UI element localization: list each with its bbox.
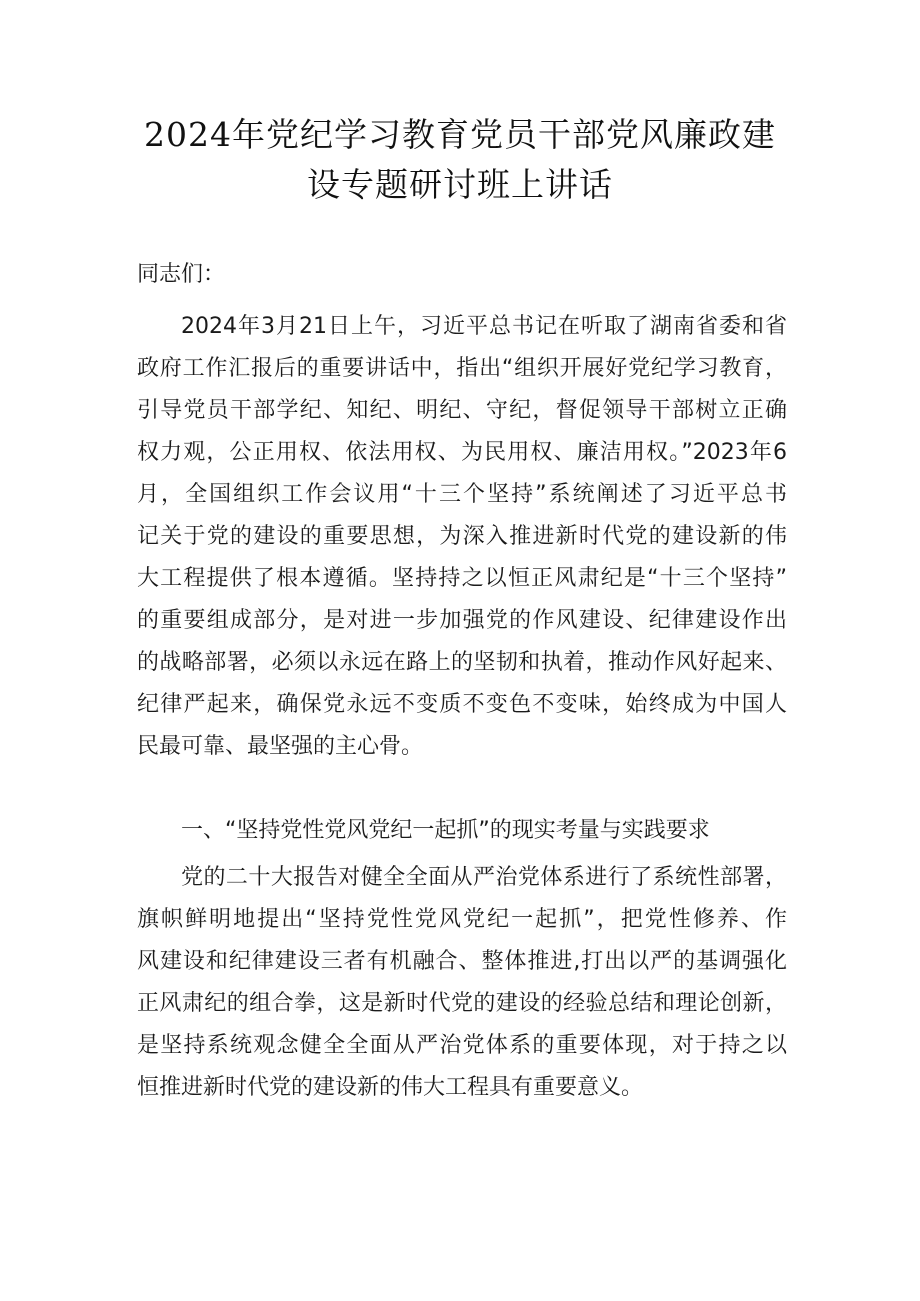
- paragraph-line: 是坚持系统观念健全全面从严治党体系的重要体现，对于持之以: [137, 1033, 787, 1058]
- paragraph-line: 正风肃纪的组合拳，这是新时代党的建设的经验总结和理论创新，: [137, 991, 787, 1016]
- paragraph-line: 旗帜鲜明地提出“坚持党性党风党纪一起抓”，把党性修养、作: [137, 907, 788, 932]
- document-title-line-2: 设专题研讨班上讲话: [307, 165, 613, 204]
- paragraph-1: [137, 306, 787, 768]
- paragraph-2: [137, 857, 787, 1109]
- paragraph-line: 权力观，公正用权、依法用权、为民用权、廉洁用权。”2023年6: [137, 440, 787, 465]
- document-title-line-1: 2024年党纪学习教育党员干部党风廉政建: [144, 115, 776, 154]
- paragraph-line: 政府工作汇报后的重要讲话中，指出“组织开展好党纪学习教育，: [137, 356, 787, 381]
- paragraph-line: 月，全国组织工作会议用“十三个坚持”系统阐述了习近平总书: [137, 482, 787, 507]
- section-heading: [137, 810, 787, 852]
- paragraph-line: 大工程提供了根本遵循。坚持持之以恒正风肃纪是“十三个坚持”: [137, 566, 787, 591]
- paragraph-line: 引导党员干部学纪、知纪、明纪、守纪，督促领导干部树立正确: [137, 398, 787, 423]
- salutation: 同志们：: [137, 262, 226, 287]
- paragraph-line: 民最可靠、最坚强的主心骨。: [137, 734, 424, 759]
- paragraph-line: 的战略部署，必须以永远在路上的坚韧和执着，推动作风好起来、: [137, 650, 787, 675]
- paragraph-line: 纪律严起来，确保党永远不变质不变色不变味，始终成为中国人: [137, 692, 787, 717]
- paragraph-line: 的重要组成部分，是对进一步加强党的作风建设、纪律建设作出: [137, 608, 787, 633]
- section-heading-text: 一、“坚持党性党风党纪一起抓”的现实考量与实践要求: [181, 818, 710, 843]
- paragraph-line: 记关于党的建设的重要思想，为深入推进新时代党的建设新的伟: [137, 524, 787, 549]
- paragraph-line: 党的二十大报告对健全全面从严治党体系进行了系统性部署，: [181, 865, 787, 890]
- paragraph-line: 风建设和纪律建设三者有机融合、整体推进,打出以严的基调强化: [137, 949, 787, 974]
- paragraph-line: 恒推进新时代党的建设新的伟大工程具有重要意义。: [137, 1075, 644, 1100]
- paragraph-line: 2024年3月21日上午，习近平总书记在听取了湖南省委和省: [181, 314, 787, 339]
